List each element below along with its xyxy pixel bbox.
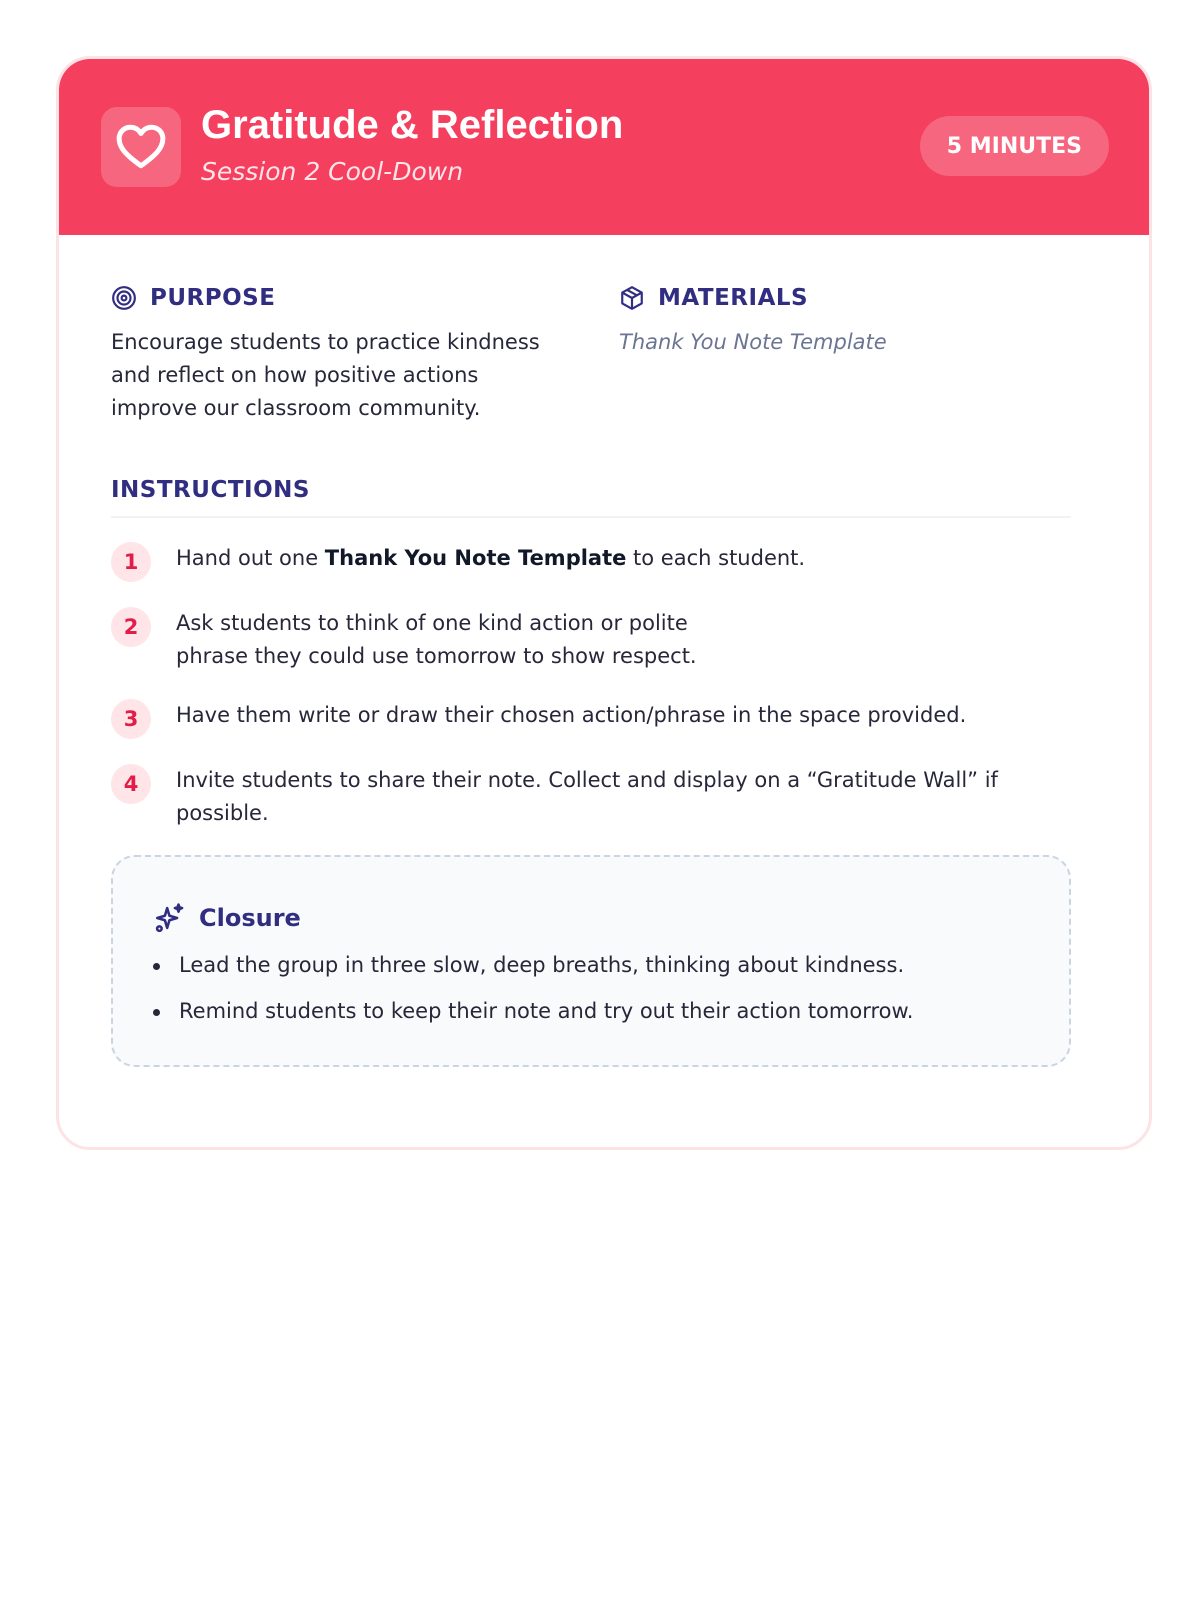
closure-heading-label: Closure bbox=[199, 904, 301, 932]
instruction-step bbox=[111, 764, 1091, 830]
step-text: Have them write or draw their chosen action/phrase in the space provided. bbox=[176, 703, 967, 727]
divider bbox=[111, 516, 1071, 518]
list-item: Remind students to keep their note and try out their action tomorrow. bbox=[153, 995, 913, 1028]
page-subtitle: Session 2 Cool-Down bbox=[201, 157, 464, 186]
step-text: Hand out one Thank You Note Template to each student. bbox=[176, 546, 806, 570]
page-title: Gratitude & Reflection bbox=[201, 103, 624, 147]
materials-heading bbox=[619, 285, 808, 311]
step-number: 4 bbox=[111, 764, 151, 804]
instructions-heading: INSTRUCTIONS bbox=[111, 477, 310, 503]
activity-card bbox=[56, 56, 1152, 1150]
sparkles-icon bbox=[153, 901, 187, 935]
package-icon bbox=[619, 285, 645, 311]
materials-heading-label: MATERIALS bbox=[658, 285, 809, 311]
closure-heading bbox=[153, 901, 301, 935]
card-header bbox=[59, 59, 1149, 235]
closure-box bbox=[111, 855, 1071, 1067]
heart-icon bbox=[101, 107, 181, 187]
step-text: Ask students to think of one kind action or polite phrase they could use tomorrow to show respect. bbox=[176, 611, 697, 668]
target-icon bbox=[111, 285, 137, 311]
purpose-text: Encourage students to practice kindness and reflect on how positive actions improve our classroom community. bbox=[111, 330, 540, 420]
step-number: 2 bbox=[111, 607, 151, 647]
list-item: Lead the group in three slow, deep breaths, thinking about kindness. bbox=[153, 949, 913, 982]
instruction-step bbox=[111, 607, 1091, 673]
materials-text: Thank You Note Template bbox=[619, 330, 887, 354]
duration-badge: 5 MINUTES bbox=[920, 116, 1109, 176]
step-number: 3 bbox=[111, 699, 151, 739]
step-number: 1 bbox=[111, 542, 151, 582]
closure-list bbox=[153, 949, 913, 1041]
purpose-heading bbox=[111, 285, 275, 311]
purpose-heading-label: PURPOSE bbox=[150, 285, 276, 311]
step-text: Invite students to share their note. Collect and display on a “Gratitude Wall” if possible. bbox=[176, 768, 998, 825]
instruction-step bbox=[111, 699, 1091, 739]
instruction-step bbox=[111, 542, 1091, 582]
